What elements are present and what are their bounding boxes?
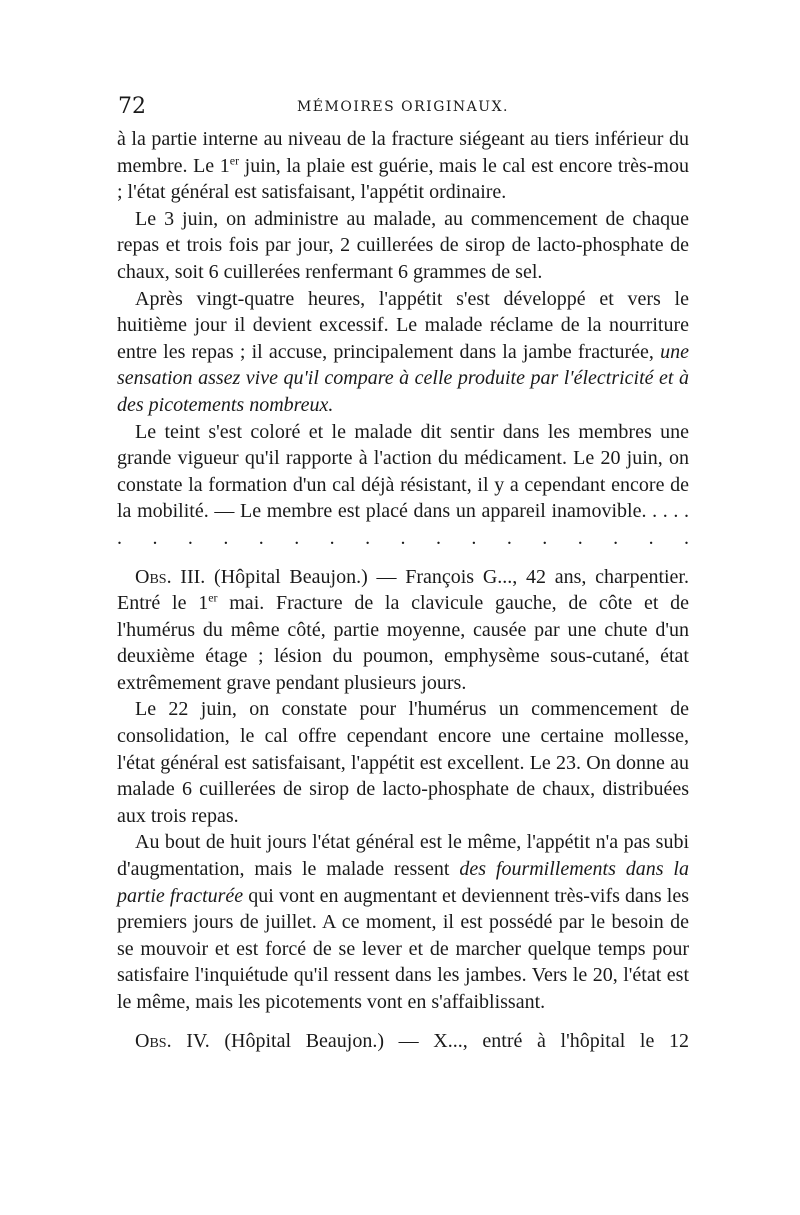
obs3-sup: er <box>208 590 218 605</box>
p3-italic: une sensation assez vive qu'il compare à celle produite par l'électricité et à des picotements nombreux. <box>117 340 689 416</box>
page-header <box>118 94 688 124</box>
observation-3 <box>117 564 689 697</box>
paragraph-7 <box>117 829 689 1015</box>
paragraph-2: Le 3 juin, on administre au malade, au commencement de chaque repas et trois fois par jour, 2 cuillerées de sirop de lacto-phosphate de chaux, soit 6 cuillerées renfermant 6 grammes de sel. <box>117 207 689 283</box>
paragraph-1 <box>117 126 689 206</box>
p1-text-b: juin, la plaie est guérie, mais le cal est encore très-mou ; l'état général est satisfaisant, l'appétit ordinaire. <box>117 154 689 204</box>
p7-italic: des fourmillements dans la partie fracturée <box>117 858 689 907</box>
p1-sup: er <box>229 152 240 167</box>
page-number: 72 <box>118 94 146 119</box>
observation-4 <box>117 1028 689 1055</box>
paragraph-3 <box>117 286 689 419</box>
p7-text-b: qui vont en augmentant et deviennent très-vifs dans les premiers jours de juillet. A ce moment, il est possédé par le besoin de se mouvoir et est forcé de se lever et de marcher quelque temps pour satisfaire l'inquiétude qu'il ressent dans les jambes. Vers le 20, l'état est le même, mais les picotements vont en s'affaiblissant. <box>117 884 689 1013</box>
running-title: MÉMOIRES ORIGINAUX. <box>296 99 510 115</box>
p7-text-a: Au bout de huit jours l'état général est le même, l'appétit n'a pas subi d'augmentation, mais le malade ressent <box>117 831 689 881</box>
obs4-text: (Hôpital Beaujon.) — X..., entré à l'hôpital le 12 <box>209 1029 689 1052</box>
p3-text-a: Après vingt-quatre heures, l'appétit s'est développé et vers le huitième jour il devient excessif. Le malade réclame de la nourriture entre les repas ; il accuse, principalement dans la jambe fracturée, <box>117 287 689 363</box>
body-text <box>117 126 689 1054</box>
obs4-label: Obs. IV. <box>135 1029 210 1052</box>
paragraph-6: Le 22 juin, on constate pour l'humérus un commencement de consolidation, le cal offre cependant encore une certaine mollesse, l'état général est satisfaisant, l'appétit est excellent. Le 23. On donne au malade 6 cuillerées de sirop de lacto-phosphate de chaux, distribuées aux trois repas. <box>117 698 689 827</box>
paragraph-4: Le teint s'est coloré et le malade dit sentir dans les membres une grande vigueur qu'il rapporte à l'action du médicament. Le 20 juin, on constate la formation d'un cal déjà résistant, il y a cependant encore de la mobilité. — Le membre est placé dans un appareil inamovible. . . . . . . . . . . . . . . . . . . . . . <box>117 420 689 549</box>
p1-text-a: à la partie interne au niveau de la fracture siégeant au tiers inférieur du membre. Le 1 <box>117 128 689 177</box>
obs3-label: Obs. III. <box>135 565 206 588</box>
obs3-text-a: (Hôpital Beaujon.) — François G..., 42 ans, charpentier. Entré le 1 <box>117 565 689 615</box>
obs3-text-b: mai. Fracture de la clavicule gauche, de côte et de l'humérus du même côté, partie moyenne, causée par une chute d'un deuxième étage ; lésion du poumon, emphysème sous-cutané, état extrêmement grave pendant plusieurs jours. <box>117 592 689 694</box>
